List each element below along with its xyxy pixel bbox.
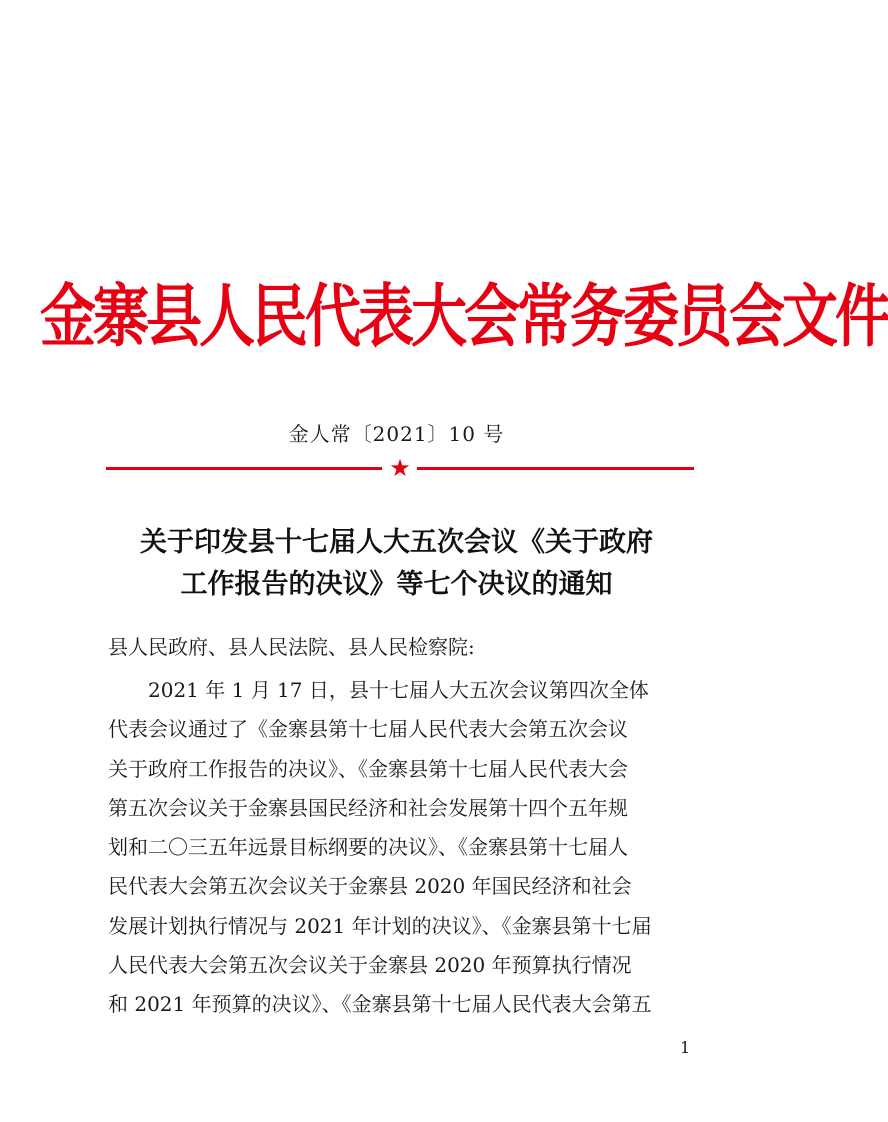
- document-masthead: 金寨县人民代表大会常务委员会文件: [40, 277, 888, 358]
- notice-title-line-2: 工作报告的决议》等七个决议的通知: [180, 569, 613, 600]
- document-number: 金人常〔2021〕10 号: [288, 422, 505, 446]
- divider-right: [417, 467, 694, 470]
- body-line: 代表会议通过了《金寨县第十七届人民代表大会第五次会议: [108, 717, 628, 742]
- body-line: 民代表大会第五次会议关于金寨县 2020 年国民经济和社会: [108, 874, 632, 899]
- body-line: 2021 年 1 月 17 日，县十七届人大五次会议第四次全体: [108, 678, 649, 702]
- body-line: 第五次会议关于金寨县国民经济和社会发展第十四个五年规: [108, 795, 628, 820]
- body-line: 人民代表大会第五次会议关于金寨县 2020 年预算执行情况: [108, 953, 632, 978]
- notice-title: [60, 522, 733, 606]
- body-line: 和 2021 年预算的决议》、《金寨县第十七届人民代表大会第五: [108, 992, 652, 1017]
- recipients: 县人民政府、县人民法院、县人民检察院:: [108, 635, 475, 659]
- body-line: 关于政府工作报告的决议》、《金寨县第十七届人民代表大会: [108, 756, 628, 781]
- star-icon: ★: [389, 454, 411, 482]
- body-text: [108, 675, 693, 1029]
- page-number: 1: [680, 1038, 691, 1057]
- body-line: 发展计划执行情况与 2021 年计划的决议》、《金寨县第十七届: [108, 913, 652, 938]
- notice-title-line-1: 关于印发县十七届人大五次会议《关于政府: [140, 527, 653, 558]
- divider-left: [106, 467, 382, 470]
- body-line: 划和二〇三五年远景目标纲要的决议》、《金寨县第十七届人: [108, 835, 628, 860]
